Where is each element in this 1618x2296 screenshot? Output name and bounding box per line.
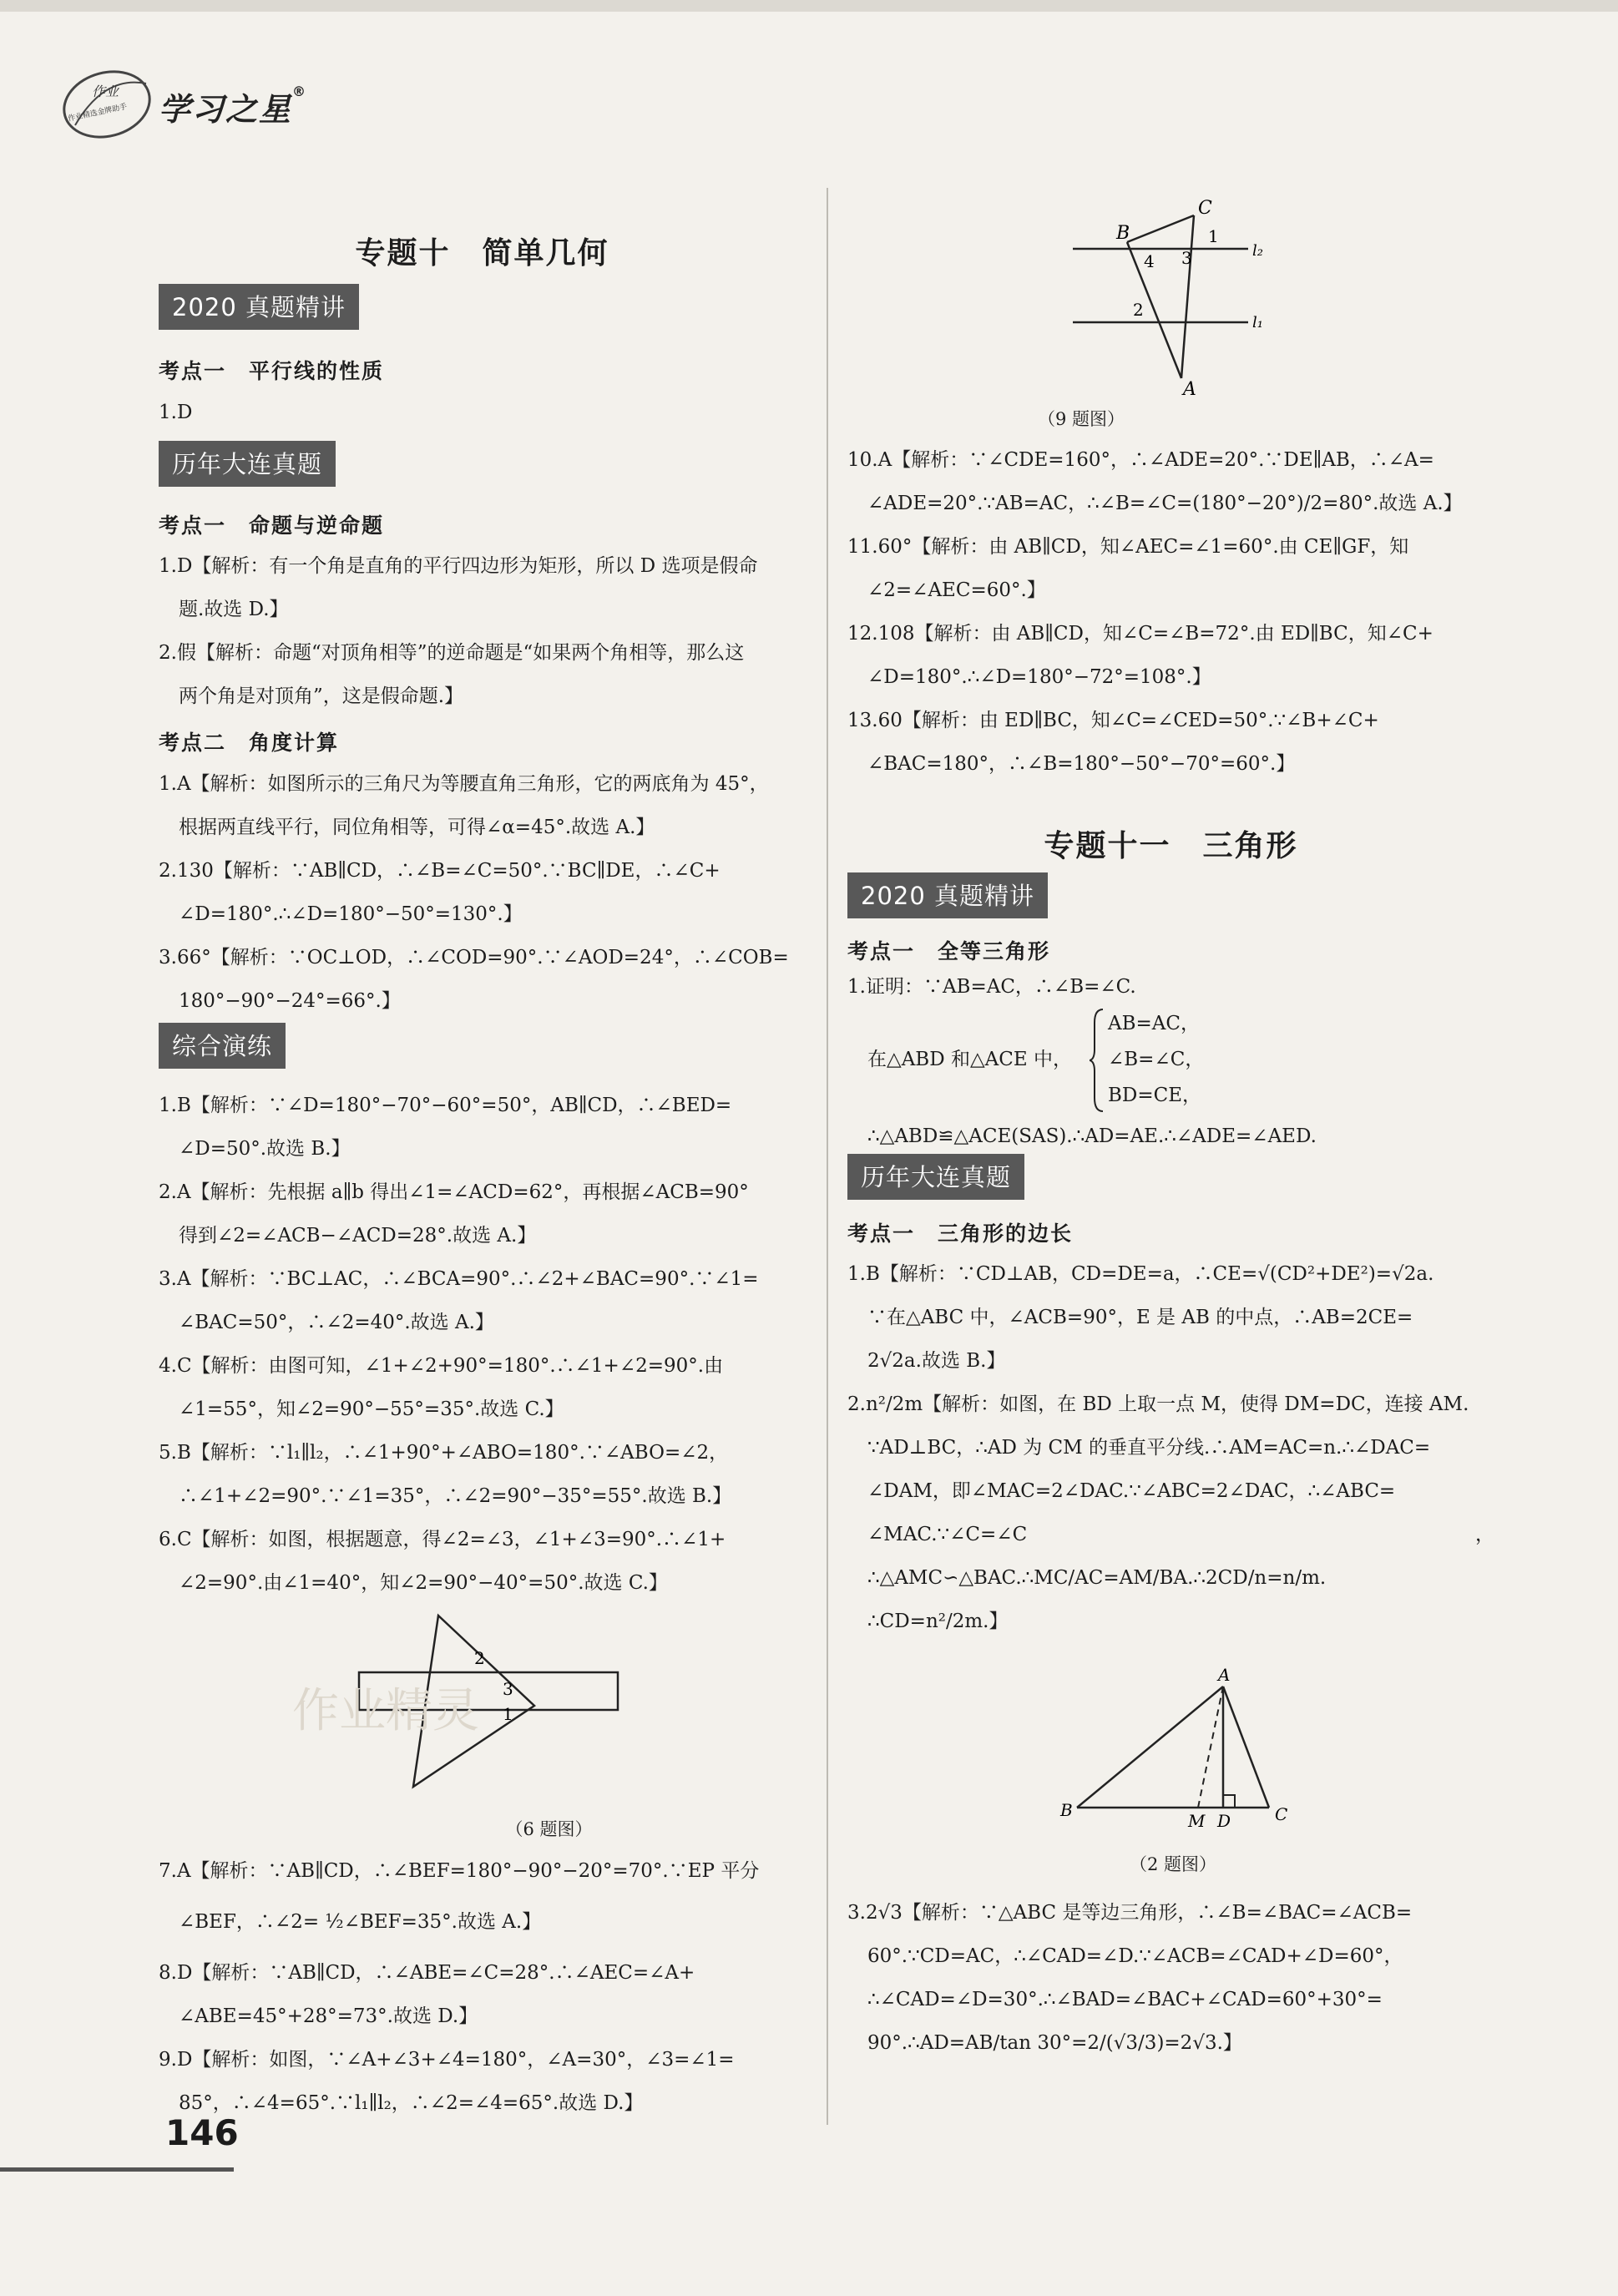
proof-block: [847, 965, 1494, 1009]
answer-line: 两个角是对顶角”，这是假命题.】: [179, 685, 464, 707]
fig9-B: B: [1116, 223, 1130, 244]
fig9-n3: 3: [1181, 248, 1192, 268]
answer-block-right-1: [847, 438, 1494, 786]
answer-line: 12.108【解析：由 AB∥CD，知∠C=∠B=72°.由 ED∥BC，知∠C+: [847, 623, 1433, 645]
proof-in-line: 在△ABD 和△ACE 中，: [867, 1049, 1072, 1070]
badge-2020-real: 2020 真题精讲: [159, 284, 359, 330]
answer-line: 2.A【解析：先根据 a∥b 得出∠1=∠ACD=62°，再根据∠ACB=90°: [159, 1181, 749, 1203]
badge-dalian-real: 历年大连真题: [159, 441, 336, 487]
answer-line: 3.A【解析：∵BC⊥AC，∴∠BCA=90°.∴∠2+∠BAC=90°.∵∠1=: [159, 1268, 759, 1290]
figure-6: [159, 1607, 806, 1849]
fig9-l1: l₁: [1252, 314, 1263, 331]
section-title-11: 专题十一 三角形: [1044, 828, 1298, 863]
answer-line: ∠ADE=20°.∵AB=AC，∴∠B=∠C=(180°−20°)/2=80°.故选 A.】: [867, 493, 1463, 514]
figure-9-diagram: [847, 190, 1494, 399]
answer-line: ∠D=180°.∴∠D=180°−50°=130°.】: [179, 903, 523, 925]
answer-block-proposition: [159, 544, 806, 718]
answer-line: 13.60【解析：由 ED∥BC，知∠C=∠CED=50°.∵∠B+∠C+: [847, 710, 1379, 731]
kaodian-congruent: 考点一 全等三角形: [847, 939, 1051, 963]
watermark: 作业精灵: [292, 1684, 479, 1738]
fig9-n4: 4: [1144, 251, 1155, 271]
fig2-A: A: [1218, 1665, 1231, 1685]
answer-line: ∠D=50°.故选 B.】: [179, 1138, 351, 1160]
answer-line: ∠MAC.∵∠C=∠C，∴△AMC∽△BAC.∴MC/AC=AM/BA.∴2CD/n=n/m.: [867, 1524, 1494, 1589]
answer-line: 180°−90°−24°=66°.】: [179, 990, 401, 1012]
proof-condition: BD=CE，: [1108, 1085, 1202, 1106]
fig2-D: D: [1217, 1811, 1231, 1831]
answer-line: 7.A【解析：∵AB∥CD，∴∠BEF=180°−90°−20°=70°.∵EP 平分: [159, 1860, 760, 1882]
badge-comprehensive: 综合演练: [159, 1023, 286, 1069]
answer-line: 6.C【解析：如图，根据题意，得∠2=∠3，∠1+∠3=90°.∴∠1+: [159, 1529, 726, 1550]
proof-condition: ∠B=∠C，: [1108, 1049, 1205, 1070]
fig6-label-1: 1: [503, 1704, 513, 1724]
answer-line: 4.C【解析：由图可知，∠1+∠2+90°=180°.∴∠1+∠2=90°.由: [159, 1355, 724, 1377]
answer-line: 1.D【解析：有一个角是直角的平行四边形为矩形，所以 D 选项是假命: [159, 555, 758, 577]
proof-conditions: [1108, 1006, 1204, 1114]
answer-line: 90°.∴AD=AB/tan 30°=2/(√3/3)=2√3.】: [867, 2032, 1242, 2054]
answer-line: ∠2=∠AEC=60°.】: [867, 579, 1046, 601]
kaodian-parallel: 考点一 平行线的性质: [159, 359, 385, 383]
logo-stamp-bottom: 作业精选金牌助手: [67, 103, 129, 124]
fig2-C: C: [1275, 1804, 1288, 1824]
answer-line: 2.假【解析：命题“对顶角相等”的逆命题是“如果两个角相等，那么这: [159, 642, 745, 664]
answer-line: ∠2=90°.由∠1=40°，知∠2=90°−40°=50°.故选 C.】: [179, 1572, 668, 1594]
answer-line: 10.A【解析：∵∠CDE=160°，∴∠ADE=20°.∵DE∥AB，∴∠A=: [847, 449, 1434, 471]
fig9-A: A: [1183, 379, 1196, 399]
answer-line: 2.130【解析：∵AB∥CD，∴∠B=∠C=50°.∵BC∥DE，∴∠C+: [159, 860, 721, 882]
badge-dalian-real-2: 历年大连真题: [847, 1154, 1024, 1200]
answer-line: 1.A【解析：如图所示的三角尺为等腰直角三角形，它的两底角为 45°，: [159, 773, 769, 795]
kaodian-proposition: 考点一 命题与逆命题: [159, 513, 385, 538]
answer-block-comprehensive: [159, 1084, 806, 1605]
answer-block-angle: [159, 762, 806, 1023]
figure-9: [847, 190, 1494, 432]
answer-line: ∠D=180°.∴∠D=180°−72°=108°.】: [867, 666, 1211, 688]
answer-line: 3.2√3【解析：∵△ABC 是等边三角形，∴∠B=∠BAC=∠ACB=: [847, 1902, 1413, 1924]
page-number-underline: [0, 2167, 234, 2172]
kaodian-angle: 考点二 角度计算: [159, 731, 340, 755]
fig9-caption: （9 题图）: [1037, 409, 1125, 429]
brace-icon: [1090, 1006, 1106, 1115]
fig9-C: C: [1198, 198, 1212, 219]
fig9-n1: 1: [1208, 226, 1219, 246]
answer-line: 1.B【解析：∵∠D=180°−70°−60°=50°，AB∥CD，∴∠BED=: [159, 1095, 732, 1116]
answer-line: 85°，∴∠4=65°.∵l₁∥l₂，∴∠2=∠4=65°.故选 D.】: [179, 2092, 644, 2114]
answer-line: ∠1=55°，知∠2=90°−55°=35°.故选 C.】: [179, 1398, 564, 1420]
answer-line: 60°.∵CD=AC，∴∠CAD=∠D.∵∠ACB=∠CAD+∠D=60°，: [867, 1945, 1403, 1967]
answer-line: ∠DAM，即∠MAC=2∠DAC.∵∠ABC=2∠DAC，∴∠ABC=: [867, 1480, 1396, 1502]
fig2-M: M: [1188, 1811, 1206, 1831]
answer-block-side-length: [847, 1252, 1494, 1643]
proof-conclusion: [847, 1115, 1494, 1158]
answer-line: 1.B【解析：∵CD⊥AB，CD=DE=a，∴CE=√(CD²+DE²)=√2a.: [847, 1263, 1434, 1285]
logo-stamp-top: 作业: [92, 83, 119, 99]
answer-block-comprehensive-2: [159, 1849, 806, 2125]
answer-line: 11.60°【解析：由 AB∥CD，知∠AEC=∠1=60°.由 CE∥GF，知: [847, 536, 1409, 558]
badge-2020-real-2: 2020 真题精讲: [847, 872, 1048, 918]
figure-2-diagram: [847, 1657, 1494, 1849]
answer-line: 2.n²/2m【解析：如图，在 BD 上取一点 M，使得 DM=DC，连接 AM.: [847, 1393, 1469, 1415]
answer-line: 得到∠2=∠ACB−∠ACD=28°.故选 A.】: [179, 1225, 537, 1247]
answer-line: ∠ABE=45°+28°=73°.故选 D.】: [179, 2005, 478, 2027]
kaodian-side-length: 考点一 三角形的边长: [847, 1221, 1074, 1246]
fig6-label-2: 2: [474, 1648, 485, 1668]
proof-case-system: [847, 1006, 1494, 1115]
page-number: 146: [165, 2112, 239, 2153]
fig6-caption: （6 题图）: [505, 1819, 593, 1839]
logo-stamp-icon: [58, 58, 159, 150]
section-title-10: 专题十 简单几何: [355, 235, 609, 271]
proof-line: 1.证明：∵AB=AC，∴∠B=∠C.: [847, 976, 1136, 998]
fig6-label-3: 3: [503, 1679, 513, 1699]
page-top-edge: [0, 0, 1618, 12]
answer-line: 2√2a.故选 B.】: [867, 1350, 1006, 1372]
logo-title: 学习之星®: [159, 83, 308, 128]
brand-logo: [58, 58, 326, 150]
fig2-caption: （2 题图）: [1129, 1854, 1217, 1874]
fig9-l2: l₂: [1252, 242, 1263, 260]
figure-6-diagram: [159, 1607, 806, 1816]
answer-line: 3.66°【解析：∵OC⊥OD，∴∠COD=90°.∵∠AOD=24°，∴∠COB=: [159, 947, 789, 968]
answer-line: ∴∠1+∠2=90°.∵∠1=35°，∴∠2=90°−35°=55°.故选 B.】: [179, 1485, 732, 1507]
answer-block-side-length-2: [847, 1891, 1494, 2065]
answer-line: 根据两直线平行，同位角相等，可得∠α=45°.故选 A.】: [179, 817, 655, 838]
answer-line: ∵在△ABC 中，∠ACB=90°，E 是 AB 的中点，∴AB=2CE=: [867, 1307, 1413, 1328]
answer-line: ∠BAC=50°，∴∠2=40°.故选 A.】: [179, 1312, 494, 1333]
answer-line: 题.故选 D.】: [179, 599, 289, 620]
answer-line: ∴CD=n²/2m.】: [867, 1611, 1009, 1632]
answer-line: 5.B【解析：∵l₁∥l₂，∴∠1+90°+∠ABO=180°.∵∠ABO=∠2，: [159, 1442, 729, 1464]
proof-line: ∴△ABD≌△ACE(SAS).∴AD=AE.∴∠ADE=∠AED.: [867, 1125, 1317, 1147]
answer-line: ∴∠CAD=∠D=30°.∴∠BAD=∠BAC+∠CAD=60°+30°=: [867, 1989, 1383, 2010]
answer-line: 8.D【解析：∵AB∥CD，∴∠ABE=∠C=28°.∴∠AEC=∠A+: [159, 1962, 695, 1984]
answer-line: ∠BAC=180°，∴∠B=180°−50°−70°=60°.】: [867, 753, 1296, 775]
fig9-n2: 2: [1133, 300, 1144, 320]
fig2-B: B: [1060, 1800, 1073, 1820]
figure-2: [847, 1657, 1494, 1883]
answer-line: 9.D【解析：如图，∵∠A+∠3+∠4=180°，∠A=30°，∠3=∠1=: [159, 2049, 735, 2071]
answer-line: ∠BEF，∴∠2= ½∠BEF=35°.故选 A.】: [179, 1911, 542, 1933]
proof-condition: AB=AC，: [1108, 1013, 1200, 1034]
answer-1d: 1.D: [159, 402, 193, 423]
answer-line: ∵AD⊥BC，∴AD 为 CM 的垂直平分线.∴AM=AC=n.∴∠DAC=: [867, 1437, 1431, 1459]
